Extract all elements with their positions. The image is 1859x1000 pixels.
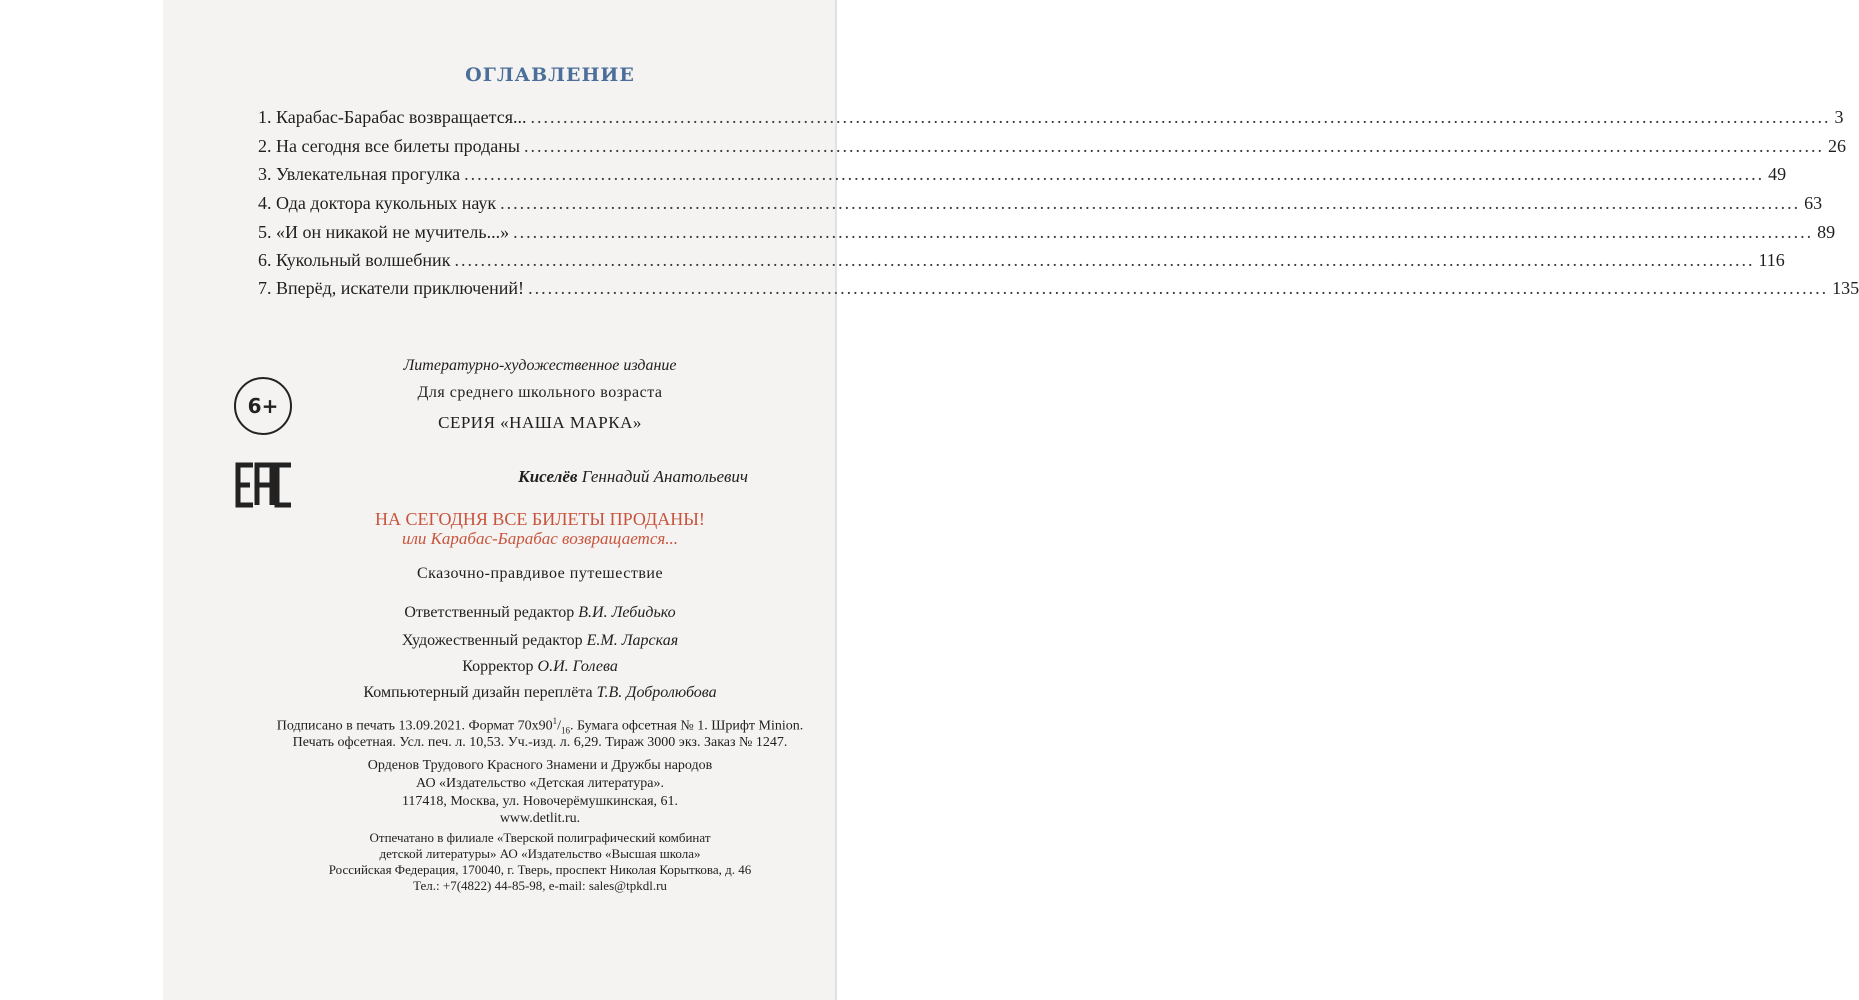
toc-dot-leader: ........................................................................................................................................................................................................ bbox=[528, 278, 1829, 298]
toc-item-label: 3. Увлекательная прогулка bbox=[258, 164, 461, 184]
format-numerator: 1 bbox=[552, 716, 558, 726]
publisher-line: АО «Издательство «Детская литература». bbox=[416, 776, 664, 791]
book-title: НА СЕГОДНЯ ВСЕ БИЛЕТЫ ПРОДАНЫ! bbox=[375, 509, 705, 529]
toc-item bbox=[258, 136, 1846, 162]
printer-address: Российская Федерация, 170040, г. Тверь, проспект Николая Корыткова, д. 46 bbox=[328, 862, 752, 877]
toc-dot-leader: ........................................................................................................................................................................................................ bbox=[513, 222, 1814, 242]
credit-role: Компьютерный дизайн переплёта bbox=[363, 684, 593, 701]
toc-dot-leader: ........................................................................................................................................................................................................ bbox=[500, 193, 1801, 213]
age-group: Для среднего школьного возраста bbox=[417, 384, 663, 401]
printer-contacts: Тел.: +7(4822) 44-85-98, e-mail: sales@tpkdl.ru bbox=[413, 878, 667, 893]
print-details-line1: Подписано в печать 13.09.2021. Формат $70x90^1/_{16}$. Бумага офсетная № 1. Шрифт Minion. bbox=[276, 716, 804, 736]
toc-item bbox=[258, 107, 1844, 133]
credit-line bbox=[300, 658, 780, 676]
toc-item-label: 2. На сегодня все билеты проданы bbox=[258, 136, 520, 156]
toc-item-label: 7. Вперёд, искатели приключений! bbox=[258, 278, 525, 298]
publisher-address: 117418, Москва, ул. Новочерёмушкинская, 61. bbox=[401, 794, 679, 809]
author-name: Геннадий Анатольевич bbox=[581, 467, 748, 486]
credit-name: Т.В. Добролюбова bbox=[596, 684, 717, 701]
toc-item-page: 116 bbox=[1758, 250, 1785, 270]
toc-dot-leader: ........................................................................................................................................................................................................ bbox=[530, 107, 1831, 127]
credit-role: Корректор bbox=[462, 658, 534, 675]
toc-item bbox=[258, 193, 1823, 219]
age-rating-badge: 6+ bbox=[234, 377, 292, 435]
toc-title: ОГЛАВЛЕНИЕ bbox=[465, 64, 635, 86]
credit-name: О.И. Голева bbox=[537, 658, 618, 675]
printer-line: Отпечатано в филиале «Тверской полиграфический комбинат bbox=[369, 830, 711, 845]
credit-role: Ответственный редактор bbox=[404, 604, 575, 621]
toc-dot-leader: ........................................................................................................................................................................................................ bbox=[523, 136, 1824, 156]
toc-item-label: 4. Ода доктора кукольных наук bbox=[258, 193, 497, 213]
eac-certification-mark bbox=[234, 462, 294, 508]
print-paper-text: . Бумага офсетная № 1. Шрифт Minion. bbox=[569, 718, 804, 734]
toc-item-page: 49 bbox=[1768, 164, 1787, 184]
toc-item bbox=[258, 278, 1859, 304]
edition-type: Литературно-художественное издание bbox=[403, 357, 677, 374]
format-denominator: 16 bbox=[560, 725, 570, 736]
author-surname: Киселёв bbox=[518, 467, 578, 486]
credit-name: В.И. Лебидько bbox=[578, 604, 676, 621]
author bbox=[330, 467, 748, 487]
book-genre: Сказочно-правдивое путешествие bbox=[416, 565, 664, 582]
toc-item-label: 1. Карабас-Барабас возвращается... bbox=[258, 107, 527, 127]
toc-item bbox=[258, 164, 1787, 190]
credit-name: Е.М. Ларская bbox=[586, 632, 679, 649]
credit-line bbox=[300, 604, 780, 622]
toc-dot-leader: ........................................................................................................................................................................................................ bbox=[464, 164, 1765, 184]
toc-dot-leader: ........................................................................................................................................................................................................ bbox=[454, 250, 1755, 270]
series-name: СЕРИЯ «НАША МАРКА» bbox=[438, 413, 642, 432]
toc-item bbox=[258, 222, 1836, 248]
credit-line bbox=[300, 684, 780, 702]
toc-item bbox=[258, 250, 1785, 276]
print-format-text: Подписано в печать 13.09.2021. Формат 70x90 bbox=[276, 718, 553, 734]
book-subtitle: или Карабас-Барабас возвращается... bbox=[401, 529, 679, 548]
credit-line bbox=[300, 632, 780, 650]
toc-item-page: 89 bbox=[1817, 222, 1836, 242]
publisher-website: www.detlit.ru. bbox=[499, 811, 581, 826]
toc-item-page: 3 bbox=[1834, 107, 1844, 127]
toc-item-label: 5. «И он никакой не мучитель...» bbox=[258, 222, 510, 242]
publisher-line: Орденов Трудового Красного Знамени и Дружбы народов bbox=[367, 758, 713, 773]
toc-item-page: 63 bbox=[1804, 193, 1823, 213]
print-details-line2: Печать офсетная. Усл. печ. л. 10,53. Уч.-изд. л. 6,29. Тираж 3000 экз. Заказ № 1247. bbox=[292, 735, 788, 750]
credit-role: Художественный редактор bbox=[401, 632, 583, 649]
printer-line: детской литературы» АО «Издательство «Высшая школа» bbox=[379, 846, 701, 861]
toc-item-page: 26 bbox=[1827, 136, 1846, 156]
toc-item-label: 6. Кукольный волшебник bbox=[258, 250, 451, 270]
toc-item-page: 135 bbox=[1832, 278, 1859, 298]
